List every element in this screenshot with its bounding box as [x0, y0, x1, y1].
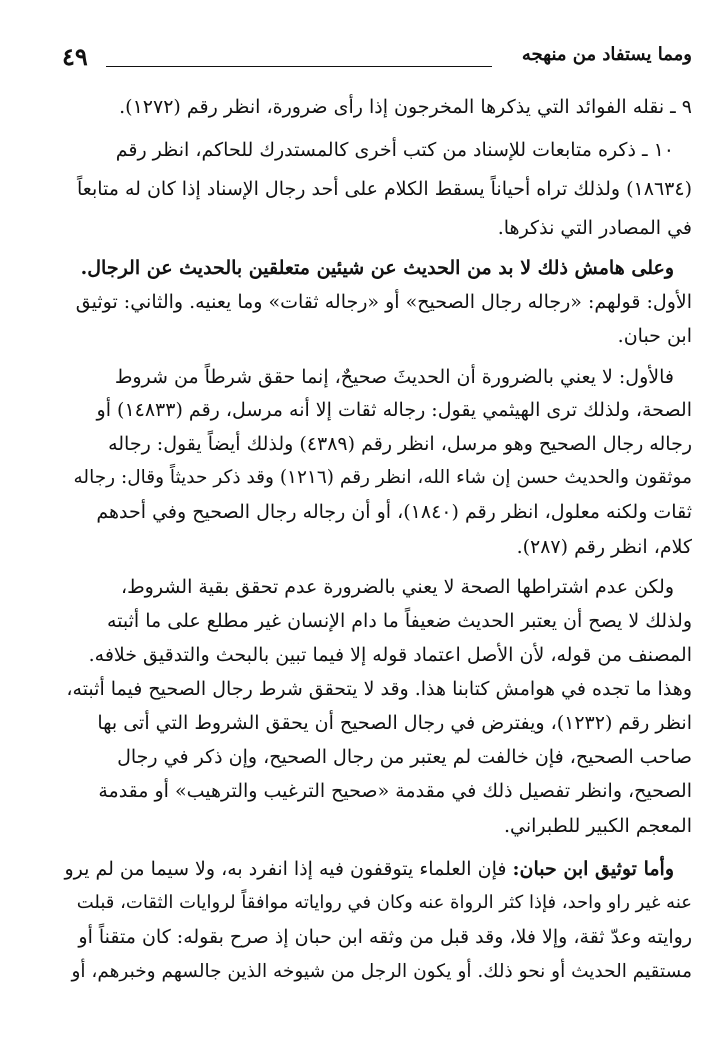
header-rule: [106, 66, 492, 67]
text-line: ابن حبان.: [617, 325, 692, 347]
text-line: في المصادر التي نذكرها.: [497, 217, 692, 239]
text-line: ثقات ولكنه معلول، انظر رقم (١٨٤٠)، أو أن رجاله رجال الصحيح وفي أحدهم: [96, 501, 692, 523]
text-line: صاحب الصحيح، فإن خالفت لم يعتبر من رجال الصحيح، وإن ذكر في رجال: [117, 746, 692, 768]
text-line: وهذا ما تجده في هوامش كتابنا هذا. وقد لا يتحقق شرط رجال الصحيح فيما أثبته،: [66, 678, 692, 700]
text-line: المصنف من قوله، لأن الأصل اعتماد قوله إلا فيما تبين بالبحث والتدقيق خلافه.: [88, 644, 692, 666]
text-line: عنه غير راو واحد، فإذا كثر الرواة عنه وكان في رواياته موافقاً لروايات الثقات، قبلت: [76, 892, 692, 913]
text-line: موثقون والحديث حسن إن شاء الله، انظر رقم (١٢١٦) وقد ذكر حديثاً وقال: رجاله: [73, 467, 692, 488]
text-line: وعلى هامش ذلك لا بد من الحديث عن شيئين متعلقين بالحديث عن الرجال.: [80, 257, 674, 279]
text-line: ولذلك لا يصح أن يعتبر الحديث ضعيفاً ما دام الإنسان غير مطلع على ما أثبته: [106, 610, 692, 632]
text-line: ولكن عدم اشتراطها الصحة لا يعني بالضرورة عدم تحقق بقية الشروط،: [120, 576, 674, 598]
text-line: المعجم الكبير للطبراني.: [503, 815, 692, 837]
text-line: كلام، انظر رقم (٢٨٧).: [516, 536, 692, 558]
text-line: انظر رقم (١٢٣٢)، ويفترض في رجال الصحيح أن يحقق الشروط التي أتى بها: [97, 712, 692, 734]
text-line: الصحة، ولذلك ترى الهيثمي يقول: رجاله ثقات إلا أنه مرسل، رقم (١٤٨٣٣) أو: [96, 399, 692, 421]
text-line: فالأول: لا يعني بالضرورة أن الحديثَ صحيحٌ، إنما حقق شرطاً من شروط: [114, 366, 674, 388]
text-line: مستقيم الحديث أو نحو ذلك. أو يكون الرجل من شيوخه الذين جالسهم وخبرهم، أو: [71, 961, 692, 982]
text-line: وأما توثيق ابن حبان: فإن العلماء يتوقفون فيه إذا انفرد به، ولا سيما من لم يرو: [64, 858, 674, 880]
text-line: (١٨٦٣٤) ولذلك تراه أحياناً يسقط الكلام على أحد رجال الإسناد إذا كان له متابعاً: [76, 178, 692, 200]
text-line: ١٠ ـ ذكره متابعات للإسناد من كتب أخرى كالمستدرك للحاكم، انظر رقم: [115, 139, 674, 161]
text-line: رجاله رجال الصحيح وهو مرسل، انظر رقم (٤٣٨٩) ولذلك أيضاً يقول: رجاله: [108, 433, 692, 455]
text-line: ٩ ـ نقله الفوائد التي يذكرها المخرجون إذا رأى ضرورة، انظر رقم (١٢٧٢).: [119, 96, 692, 118]
running-title: ومما يستفاد من منهجه: [521, 44, 692, 65]
text-line: الصحيح، وانظر تفصيل ذلك في مقدمة «صحيح الترغيب والترهيب» أو مقدمة: [98, 780, 692, 802]
text-line: الأول: قولهم: «رجاله رجال الصحيح» أو «رجاله ثقات» وما يعنيه. والثاني: توثيق: [75, 291, 692, 313]
page-header: [62, 40, 692, 72]
page-number: ٤٩: [62, 42, 88, 71]
text-line: روايته وعدّ ثقة، وإلا فلا، وقد قبل من وثقه ابن حبان إذ صرح بقوله: كان متقناً أو: [78, 926, 692, 948]
